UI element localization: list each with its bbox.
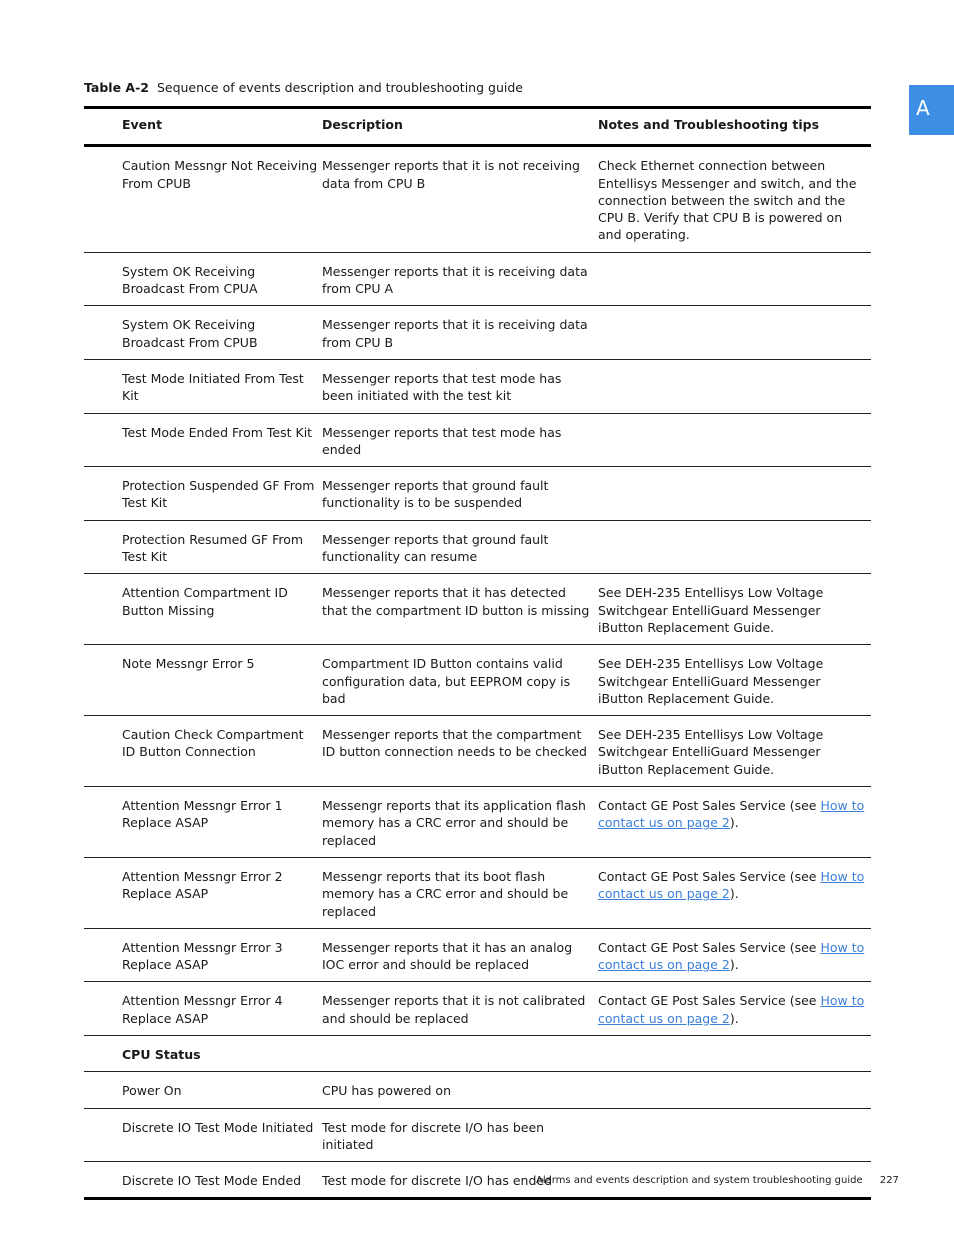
table-row (84, 252, 871, 306)
table-row (84, 1072, 871, 1108)
description-cell: Messenger reports that test mode has ended (320, 413, 596, 467)
event-cell: Attention Messngr Error 3 Replace ASAP (120, 928, 320, 982)
notes-cell: See DEH-235 Entellisys Low Voltage Switchgear EntelliGuard Messenger iButton Replacement Guide. (596, 645, 871, 716)
event-cell: Test Mode Ended From Test Kit (120, 413, 320, 467)
contact-us-link[interactable]: How to contact us on page 2 (598, 798, 865, 831)
notes-cell (596, 520, 871, 574)
notes-prefix: Contact GE Post Sales Service (see (598, 939, 821, 955)
table-row (84, 857, 871, 928)
notes-prefix: Contact GE Post Sales Service (see (598, 993, 821, 1009)
event-cell: Note Messngr Error 5 (120, 645, 320, 716)
table-header-row (84, 108, 871, 146)
event-cell: Caution Check Compartment ID Button Connection (120, 716, 320, 787)
table-row (84, 146, 871, 252)
event-cell: System OK Receiving Broadcast From CPUA (120, 252, 320, 306)
event-cell: System OK Receiving Broadcast From CPUB (120, 306, 320, 360)
appendix-tab-marker: A (909, 85, 954, 135)
description-cell: Compartment ID Button contains valid configuration data, but EEPROM copy is bad (320, 645, 596, 716)
event-cell: Attention Messngr Error 1 Replace ASAP (120, 787, 320, 858)
description-cell: Messengr reports that its application flash memory has a CRC error and should be replaced (320, 787, 596, 858)
table-row (84, 787, 871, 858)
footer-title: Alarms and events description and system troubleshooting guide (536, 1175, 863, 1186)
event-cell: Attention Messngr Error 4 Replace ASAP (120, 982, 320, 1036)
notes-suffix: ). (729, 815, 739, 831)
table-row (84, 716, 871, 787)
table-row (84, 520, 871, 574)
notes-prefix: Contact GE Post Sales Service (see (598, 868, 821, 884)
notes-cell (596, 252, 871, 306)
notes-cell (596, 787, 871, 858)
description-cell: Messenger reports that the compartment ID button connection needs to be checked (320, 716, 596, 787)
notes-cell (596, 359, 871, 413)
table-row (84, 467, 871, 521)
section-heading: CPU Status (120, 1035, 871, 1071)
event-cell: Protection Resumed GF From Test Kit (120, 520, 320, 574)
description-cell: Test mode for discrete I/O has ended (322, 1173, 553, 1189)
description-cell: CPU has powered on (320, 1072, 596, 1108)
notes-cell (596, 1072, 871, 1108)
description-cell: Messenger reports that ground fault functionality can resume (320, 520, 596, 574)
event-cell: Caution Messngr Not Receiving From CPUB (120, 146, 320, 252)
table-row (84, 359, 871, 413)
notes-cell (596, 982, 871, 1036)
event-cell: Discrete IO Test Mode Ended (122, 1173, 302, 1189)
notes-cell (596, 467, 871, 521)
description-cell: Test mode for discrete I/O has been initiated (320, 1108, 596, 1162)
table-caption-label: Table A-2 (84, 80, 149, 95)
notes-suffix: ). (729, 1010, 739, 1026)
notes-cell: See DEH-235 Entellisys Low Voltage Switchgear EntelliGuard Messenger iButton Replacement Guide. (596, 574, 871, 645)
description-cell: Messenger reports that it is receiving data from CPU B (320, 306, 596, 360)
description-cell: Messenger reports that it is receiving data from CPU A (320, 252, 596, 306)
event-cell: Discrete IO Test Mode Initiated (120, 1108, 320, 1162)
table-row (84, 1108, 871, 1162)
contact-us-link[interactable]: How to contact us on page 2 (598, 868, 865, 902)
table-row (84, 928, 871, 982)
table-caption (84, 80, 523, 95)
events-table (84, 106, 871, 1200)
header-event: Event (120, 108, 320, 146)
page-footer (536, 1175, 899, 1186)
table-row (84, 982, 871, 1036)
header-description: Description (320, 108, 596, 146)
table-caption-text: Sequence of events description and troubleshooting guide (156, 80, 523, 95)
header-notes: Notes and Troubleshooting tips (596, 108, 871, 146)
notes-prefix: Contact GE Post Sales Service (see (598, 798, 821, 814)
table-row (84, 574, 871, 645)
notes-cell: See DEH-235 Entellisys Low Voltage Switchgear EntelliGuard Messenger iButton Replacement Guide. (596, 716, 871, 787)
notes-cell (596, 413, 871, 467)
description-cell: Messenger reports that it is not receiving data from CPU B (320, 146, 596, 252)
section-row-cpu-status (84, 1035, 871, 1071)
event-cell: Protection Suspended GF From Test Kit (120, 467, 320, 521)
table-row (84, 645, 871, 716)
description-cell: Messenger reports that it has an analog IOC error and should be replaced (320, 928, 596, 982)
notes-cell (596, 306, 871, 360)
description-cell: Messenger reports that it has detected that the compartment ID button is missing (320, 574, 596, 645)
notes-cell (596, 1108, 871, 1162)
event-cell: Test Mode Initiated From Test Kit (120, 359, 320, 413)
notes-cell (596, 857, 871, 928)
description-cell: Messenger reports that ground fault functionality is to be suspended (320, 467, 596, 521)
contact-us-link[interactable]: How to contact us on page 2 (598, 939, 865, 973)
event-cell: Attention Compartment ID Button Missing (120, 574, 320, 645)
table-row (84, 306, 871, 360)
notes-cell (596, 928, 871, 982)
description-cell: Messengr reports that its boot flash memory has a CRC error and should be replaced (320, 857, 596, 928)
description-cell: Messenger reports that it is not calibrated and should be replaced (320, 982, 596, 1036)
notes-suffix: ). (729, 886, 739, 902)
contact-us-link[interactable]: How to contact us on page 2 (598, 993, 865, 1026)
event-cell: Power On (120, 1072, 320, 1108)
description-cell: Messenger reports that test mode has been initiated with the test kit (320, 359, 596, 413)
event-cell: Attention Messngr Error 2 Replace ASAP (120, 857, 320, 928)
page-number: 227 (879, 1175, 899, 1186)
notes-suffix: ). (729, 957, 739, 973)
table-row (84, 413, 871, 467)
notes-cell: Check Ethernet connection between Entellisys Messenger and switch, and the connection between the switch and the CPU B. Verify that CPU B is powered on and operating. (596, 146, 871, 252)
